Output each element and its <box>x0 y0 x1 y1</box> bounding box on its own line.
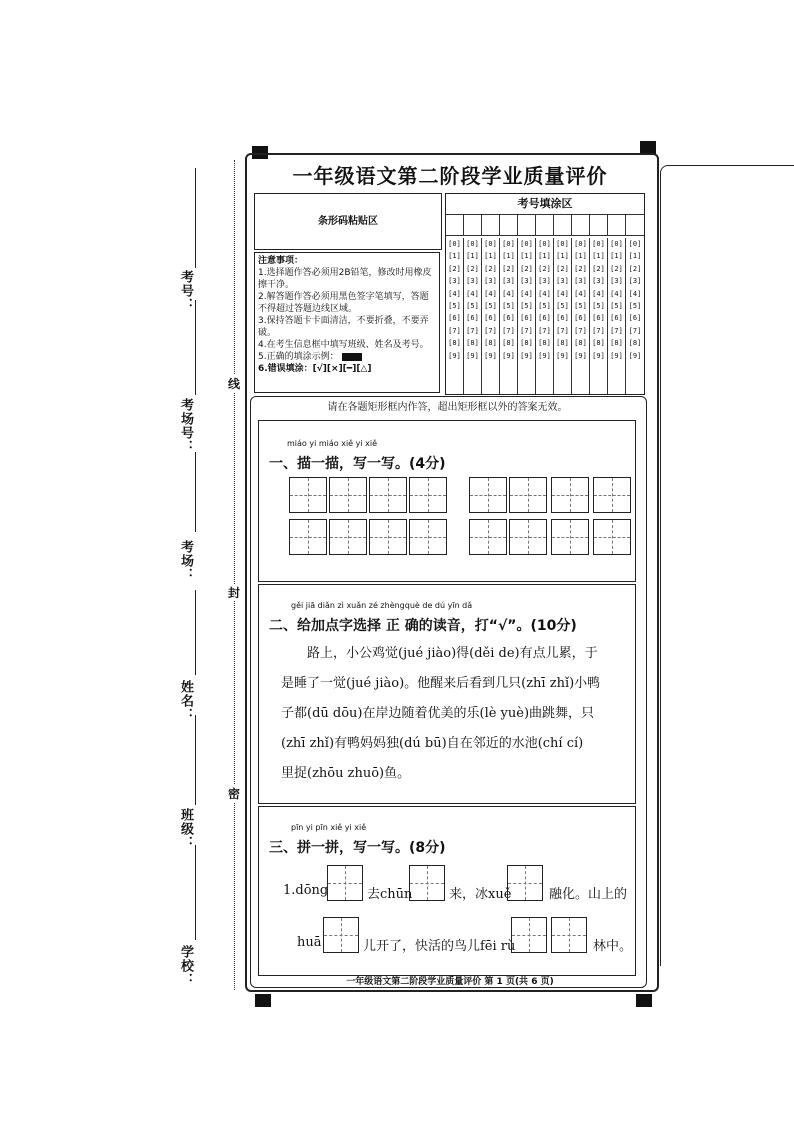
notes-item: 6.错误填涂：[√][×][━][△] <box>258 364 372 374</box>
digit-bubble[interactable]: [6] <box>484 314 497 323</box>
school-line <box>195 845 196 940</box>
digit-bubble[interactable]: [3] <box>610 277 623 286</box>
exam-no-label: 考号： <box>178 270 193 312</box>
q3-answer-box[interactable] <box>409 865 445 901</box>
digit-bubble[interactable]: [5] <box>484 302 497 311</box>
digit-bubble[interactable]: [3] <box>520 277 533 286</box>
exam-id-column <box>518 238 536 394</box>
notes-item: 1.选择题作答必须用2B铅笔，修改时用橡皮擦干净。 <box>258 268 432 290</box>
digit-bubble[interactable]: [4] <box>592 289 605 298</box>
digit-bubble[interactable]: [3] <box>538 277 551 286</box>
exam-site-line <box>195 452 196 532</box>
digit-bubble[interactable]: [0] <box>502 240 515 248</box>
q3-answer-box[interactable] <box>323 917 359 953</box>
digit-bubble[interactable]: [9] <box>466 351 479 360</box>
tracing-box[interactable] <box>469 519 507 555</box>
digit-bubble[interactable]: [6] <box>502 314 515 323</box>
digit-bubble[interactable]: [2] <box>628 264 642 273</box>
digit-bubble[interactable]: [8] <box>502 339 515 348</box>
exam-id-column <box>626 238 644 394</box>
digit-bubble[interactable]: [9] <box>592 351 605 360</box>
digit-bubble[interactable]: [0] <box>484 240 497 248</box>
digit-bubble[interactable]: [0] <box>466 240 479 248</box>
q3-answer-box[interactable] <box>511 917 547 953</box>
digit-bubble[interactable]: [9] <box>610 351 623 360</box>
tracing-box[interactable] <box>409 519 447 555</box>
exam-id-column <box>446 238 464 394</box>
digit-bubble[interactable]: [2] <box>592 264 605 273</box>
tracing-box[interactable] <box>289 477 327 513</box>
digit-bubble[interactable]: [4] <box>610 289 623 298</box>
digit-bubble[interactable]: [7] <box>502 326 515 335</box>
digit-bubble[interactable]: [7] <box>520 326 533 335</box>
q2-line: 子都(dū dōu)在岸边随着优美的乐(lè yuè)曲跳舞，只 <box>281 706 595 721</box>
notes-heading: 注意事项： <box>258 256 304 266</box>
digit-bubble[interactable]: [8] <box>592 339 605 348</box>
digit-bubble[interactable]: [0] <box>628 240 642 248</box>
q2-line: 里捉(zhōu zhuō)鱼。 <box>281 766 411 781</box>
digit-bubble[interactable]: [3] <box>466 277 479 286</box>
class-label: 班级： <box>178 808 193 850</box>
digit-bubble[interactable]: [0] <box>592 240 605 248</box>
digit-bubble[interactable]: [0] <box>574 240 587 248</box>
digit-bubble[interactable]: [7] <box>448 326 461 335</box>
digit-bubble[interactable]: [5] <box>574 302 587 311</box>
digit-bubble[interactable]: [7] <box>610 326 623 335</box>
digit-bubble[interactable]: [6] <box>628 314 642 323</box>
question-2-section <box>258 584 636 804</box>
digit-bubble[interactable]: [1] <box>628 252 642 261</box>
barcode-area <box>254 193 442 250</box>
q2-title: 二、给加点字选择 正 确的读音，打“√”。(10分) <box>269 618 577 634</box>
digit-bubble[interactable]: [2] <box>574 264 587 273</box>
q2-line: 路上，小公鸡觉(jué jiào)得(děi de)有点儿累，于 <box>307 646 598 661</box>
q3-text: 儿开了，快活的鸟儿fēi rù <box>363 939 516 954</box>
name-line <box>195 590 196 675</box>
digit-bubble[interactable]: [8] <box>574 339 587 348</box>
digit-bubble[interactable]: [5] <box>628 302 642 311</box>
correct-example-label: 5.正确的填涂示例： <box>258 352 339 362</box>
digit-bubble[interactable]: [3] <box>556 277 569 286</box>
digit-bubble[interactable]: [1] <box>556 252 569 261</box>
digit-bubble[interactable]: [6] <box>592 314 605 323</box>
digit-bubble[interactable]: [8] <box>466 339 479 348</box>
filled-bubble-icon <box>342 353 362 361</box>
digit-bubble[interactable]: [2] <box>610 264 623 273</box>
digit-bubble[interactable]: [5] <box>538 302 551 311</box>
corner-mark-bottom-left <box>255 994 271 1007</box>
exam-id-title: 考号填涂区 <box>446 194 644 215</box>
q3-text: huā <box>297 935 322 950</box>
digit-bubble[interactable]: [2] <box>556 264 569 273</box>
digit-bubble[interactable]: [3] <box>592 277 605 286</box>
exam-id-column <box>572 238 590 394</box>
barcode-label: 条形码粘贴区 <box>318 215 378 227</box>
question-3-section <box>258 806 636 976</box>
digit-bubble[interactable]: [6] <box>520 314 533 323</box>
notes-item: 2.解答题作答必须用黑色签字笔填写，答题不得超过答题边线区域。 <box>258 292 429 314</box>
q3-answer-box[interactable] <box>327 865 363 901</box>
digit-bubble[interactable]: [9] <box>628 351 642 360</box>
digit-bubble[interactable]: [6] <box>448 314 461 323</box>
digit-bubble[interactable]: [9] <box>538 351 551 360</box>
exam-id-column <box>464 238 482 394</box>
tracing-box[interactable] <box>593 519 631 555</box>
digit-bubble[interactable]: [2] <box>520 264 533 273</box>
tracing-box[interactable] <box>593 477 631 513</box>
digit-bubble[interactable]: [4] <box>574 289 587 298</box>
digit-bubble[interactable]: [0] <box>556 240 569 248</box>
q3-answer-box[interactable] <box>551 917 587 953</box>
digit-bubble[interactable]: [1] <box>520 252 533 261</box>
tracing-box[interactable] <box>551 519 589 555</box>
digit-bubble[interactable]: [5] <box>448 302 461 311</box>
q3-text: 融化。山上的 <box>549 887 628 902</box>
q3-text: 去chūn <box>367 887 413 902</box>
q3-text: 1.dōng <box>283 883 329 898</box>
digit-bubble[interactable]: [5] <box>466 302 479 311</box>
tracing-box[interactable] <box>509 477 547 513</box>
exam-room-no-line <box>195 300 196 395</box>
digit-bubble[interactable]: [7] <box>484 326 497 335</box>
tracing-box[interactable] <box>509 519 547 555</box>
exam-id-column <box>536 238 554 394</box>
question-1-section <box>258 420 636 582</box>
tracing-box[interactable] <box>369 477 407 513</box>
digit-bubble[interactable]: [0] <box>610 240 623 248</box>
digit-bubble[interactable]: [4] <box>448 289 461 298</box>
digit-bubble[interactable]: [0] <box>538 240 551 248</box>
exam-id-column <box>590 238 608 394</box>
next-page-edge <box>660 165 794 966</box>
digit-bubble[interactable]: [3] <box>484 277 497 286</box>
digit-bubble[interactable]: [6] <box>538 314 551 323</box>
tracing-box[interactable] <box>369 519 407 555</box>
digit-bubble[interactable]: [6] <box>574 314 587 323</box>
digit-bubble[interactable]: [7] <box>592 326 605 335</box>
digit-bubble[interactable]: [7] <box>538 326 551 335</box>
digit-bubble[interactable]: [2] <box>466 264 479 273</box>
notes-item: 3.保持答题卡卡面清洁，不要折叠，不要弄破。 <box>258 316 429 338</box>
digit-bubble[interactable]: [5] <box>556 302 569 311</box>
seal-char-line: 线 <box>228 377 241 391</box>
digit-bubble[interactable]: [9] <box>574 351 587 360</box>
digit-bubble[interactable]: [9] <box>520 351 533 360</box>
page-footer: 一年级语文第二阶段学业质量评价 第 1 页(共 6 页) <box>346 977 554 987</box>
digit-bubble[interactable]: [4] <box>538 289 551 298</box>
digit-bubble[interactable]: [1] <box>538 252 551 261</box>
q1-title: 一、描一描，写一写。(4分) <box>269 456 446 472</box>
digit-bubble[interactable]: [9] <box>484 351 497 360</box>
digit-bubble[interactable]: [9] <box>448 351 461 360</box>
digit-bubble[interactable]: [2] <box>484 264 497 273</box>
digit-bubble[interactable]: [4] <box>466 289 479 298</box>
digit-bubble[interactable]: [4] <box>484 289 497 298</box>
tracing-box[interactable] <box>329 519 367 555</box>
digit-bubble[interactable]: [2] <box>448 264 461 273</box>
q3-answer-box[interactable] <box>507 865 543 901</box>
exam-no-line <box>195 168 196 268</box>
digit-bubble[interactable]: [1] <box>502 252 515 261</box>
q3-pinyin: pīn yi pīn xiě yi xiě <box>291 823 367 832</box>
digit-bubble[interactable]: [8] <box>538 339 551 348</box>
tracing-box[interactable] <box>469 477 507 513</box>
q1-pinyin: miáo yi miáo xiě yi xiě <box>287 439 378 448</box>
digit-bubble[interactable]: [3] <box>502 277 515 286</box>
digit-bubble[interactable]: [4] <box>520 289 533 298</box>
digit-bubble[interactable]: [4] <box>502 289 515 298</box>
school-label: 学校： <box>178 945 193 987</box>
digit-bubble[interactable]: [7] <box>466 326 479 335</box>
q2-pinyin: gěi jiā diǎn zì xuǎn zé zhèngquè de dú yīn dǎ <box>291 601 473 610</box>
digit-bubble[interactable]: [6] <box>466 314 479 323</box>
q3-text: 林中。 <box>593 939 633 954</box>
digit-bubble[interactable]: [8] <box>448 339 461 348</box>
digit-bubble[interactable]: [8] <box>628 339 642 348</box>
tracing-box[interactable] <box>409 477 447 513</box>
digit-bubble[interactable]: [1] <box>448 252 461 261</box>
exam-id-column <box>554 238 572 394</box>
digit-bubble[interactable]: [1] <box>610 252 623 261</box>
q2-line: 是睡了一觉(jué jiào)。他醒来后看到几只(zhī zhǐ)小鸭 <box>281 676 601 691</box>
digit-bubble[interactable]: [5] <box>502 302 515 311</box>
digit-bubble[interactable]: [2] <box>538 264 551 273</box>
digit-bubble[interactable]: [5] <box>610 302 623 311</box>
seal-line <box>234 160 235 990</box>
tracing-box[interactable] <box>551 477 589 513</box>
tracing-box[interactable] <box>289 519 327 555</box>
exam-id-column <box>500 238 518 394</box>
name-label: 姓名： <box>178 680 193 722</box>
exam-id-header-row <box>446 215 644 236</box>
corner-mark-bottom-right <box>636 994 652 1007</box>
digit-bubble[interactable]: [7] <box>628 326 642 335</box>
tracing-box[interactable] <box>329 477 367 513</box>
digit-bubble[interactable]: [5] <box>592 302 605 311</box>
digit-bubble[interactable]: [8] <box>484 339 497 348</box>
digit-bubble[interactable]: [1] <box>574 252 587 261</box>
digit-bubble[interactable]: [3] <box>574 277 587 286</box>
class-line <box>195 715 196 805</box>
digit-bubble[interactable]: [4] <box>628 289 642 298</box>
seal-char-seal: 封 <box>228 586 241 600</box>
exam-id-column <box>482 238 500 394</box>
digit-bubble[interactable]: [1] <box>592 252 605 261</box>
exam-id-column <box>608 238 626 394</box>
digit-bubble[interactable]: [0] <box>520 240 533 248</box>
exam-id-bubbles <box>446 238 644 394</box>
digit-bubble[interactable]: [9] <box>502 351 515 360</box>
digit-bubble[interactable]: [6] <box>610 314 623 323</box>
digit-bubble[interactable]: [2] <box>502 264 515 273</box>
notes-item: 4.在考生信息框中填写班级、姓名及考号。 <box>258 340 429 350</box>
digit-bubble[interactable]: [5] <box>520 302 533 311</box>
digit-bubble[interactable]: [8] <box>610 339 623 348</box>
digit-bubble[interactable]: [3] <box>628 277 642 286</box>
exam-id-area <box>445 193 645 395</box>
digit-bubble[interactable]: [1] <box>484 252 497 261</box>
digit-bubble[interactable]: [8] <box>556 339 569 348</box>
digit-bubble[interactable]: [1] <box>466 252 479 261</box>
q3-title: 三、拼一拼，写一写。(8分) <box>269 840 446 856</box>
digit-bubble[interactable]: [6] <box>556 314 569 323</box>
digit-bubble[interactable]: [0] <box>448 240 461 248</box>
exam-room-no-label: 考场号： <box>178 398 193 454</box>
page-title: 一年级语文第二阶段学业质量评价 <box>292 164 608 188</box>
digit-bubble[interactable]: [9] <box>556 351 569 360</box>
digit-bubble[interactable]: [7] <box>556 326 569 335</box>
digit-bubble[interactable]: [3] <box>448 277 461 286</box>
digit-bubble[interactable]: [8] <box>520 339 533 348</box>
answer-instruction: 请在各题矩形框内作答，超出矩形框以外的答案无效。 <box>327 402 568 413</box>
q3-text: 来，冰xuě <box>449 887 512 902</box>
digit-bubble[interactable]: [4] <box>556 289 569 298</box>
notes-item-correct <box>258 351 436 363</box>
exam-site-label: 考场： <box>178 540 193 582</box>
seal-char-secret: 密 <box>228 787 241 801</box>
digit-bubble[interactable]: [7] <box>574 326 587 335</box>
notes-box <box>254 252 440 393</box>
q2-line: (zhī zhǐ)有鸭妈妈独(dú bū)自在邻近的水池(chí cí) <box>281 736 584 751</box>
